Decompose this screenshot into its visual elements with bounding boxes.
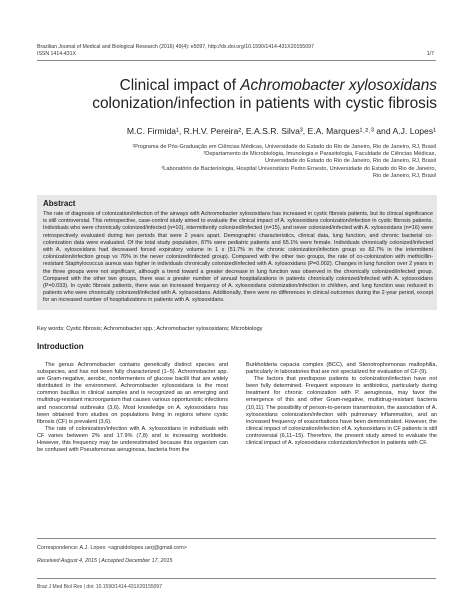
- title-organism: Achromobacter xylosoxidans: [240, 77, 437, 94]
- page-indicator: 1/7: [426, 51, 434, 57]
- right-column: [246, 362, 437, 447]
- footer-divider: [37, 578, 436, 579]
- paragraph: The genus Achromobacter contains genetically distinct species and subspecies, and has not been fully characterized (1–5). Achromobacter spp. are Gram-negative, aerobic, nonfermenters of glucose bacilli that are widely distributed in the environment. Achromobacter xylosoxidans is the most common bacillus in clinical samples and is recognized as an emerging and multidrug-resistant microorganism that causes various opportunistic infections and nosocomial outbreaks (3,6). Most knowledge on A. xylosoxidans has been obtained from studies on populations living in regions where cystic fibrosis (CF) is prevalent (3,6).: [37, 362, 228, 425]
- left-column: [37, 362, 228, 454]
- abstract-heading: Abstract: [43, 199, 76, 208]
- page-footer: Braz J Med Biol Res | doi: 10.1590/1414-431X20155097: [37, 584, 162, 590]
- introduction-heading: Introduction: [37, 342, 84, 351]
- affiliation-line: ¹Programa de Pós-Graduação em Ciências Médicas, Universidade do Estado do Rio de Janeiro, Rio de Janeiro, RJ, Brasil: [132, 144, 436, 150]
- author-list: M.C. Firmida¹, R.H.V. Pereira², E.A.S.R. Silva³, E.A. Marques¹˒²˒³ and A.J. Lopes¹: [126, 126, 436, 136]
- affiliation-line: ³Laboratório de Bacteriologia, Hospital Universitário Pedro Ernesto, Universidade do Estado do Rio de Janeiro,: [161, 165, 436, 172]
- footnote-divider: [37, 538, 436, 539]
- keywords: Key words: Cystic fibrosis; Achromobacter spp.; Achromobacter xylosoxidans; Microbiology: [37, 326, 263, 332]
- affiliation-line: Rio de Janeiro, RJ, Brasil: [372, 172, 436, 179]
- journal-line: Brazilian Journal of Medical and Biological Research (2016) 49(4): e5097, http://dx.doi.org/10.1590/1414-431X20155097: [37, 44, 314, 50]
- header-divider: [37, 60, 436, 61]
- paragraph: The rate of colonization/infection with A. xylosoxidans in individuals with CF varies between 2% and 17.9% (7,8) and is increasing worldwide. However, this frequency may be underestimated because this organism can be confused with Pseudomonas aeruginosa, bacteria from the: [37, 425, 228, 454]
- received-dates: Received August 4, 2015 | Accepted December 17, 2015: [37, 558, 173, 564]
- paragraph: The factors that predispose patients to colonization/infection have not been fully determined. Frequent exposure to antibiotics, particularly during treatment for chronic colonization with P. aeruginosa, may favor the emergence of this and other Gram-negative, multidrug-resistant bacteria (10,11). The possibility of person-to-person transmission, the association of A. xylosoxidans colonization/infection with pulmonary inflammation, and an increased frequency of exacerbations have been demonstrated. However, the clinical impact of colonization/infection of A. xylosoxidans in CF patients is still controversial (6,11–15). Therefore, the present study aimed to evaluate the clinical impact of A. xylosoxidans colonization/infection in patients with CF.: [246, 376, 437, 447]
- paragraph: Burkholderia cepacia complex (BCC), and Stenotrophomonas maltophilia, particularly in laboratories that are not specialized for evaluation of CF (9).: [246, 362, 437, 376]
- issn: ISSN 1414-431X: [37, 51, 76, 57]
- title-part2: colonization/infection in patients with cystic fibrosis: [92, 95, 437, 112]
- title-part1: Clinical impact of: [119, 77, 241, 94]
- affiliation-line: ²Departamento de Microbiologia, Imunologia e Parasitologia, Faculdade de Ciências Médicas,: [203, 151, 436, 158]
- affiliation-line: Universidade do Estado do Rio de Janeiro, Rio de Janeiro, RJ, Brasil: [264, 158, 436, 165]
- paper-title: [37, 77, 437, 113]
- affiliations: [106, 144, 436, 180]
- journal-header: [37, 44, 314, 58]
- abstract-text: The rate of diagnosis of colonization/infection of the airways with Achromobacter xylosoxidans has increased in cystic fibrosis patients, but its clinical significance is still controversial. This retrospective, case-control study aimed to evaluate the clinical impact of A. xylosoxidans colonization/infection in cystic fibrosis patients. Individuals who were chronically colonized/infected (n=10), intermittently colonized/infected (n=15), and never colonized/infected with A. xylosoxidans (n=16) were retrospectively evaluated during two periods that were 2 years apart. Demographic characteristics, clinical data, lung function, and chronic bacterial co-colonization data were evaluated. Of the total study population, 87% were pediatric patients and 65.1% were female. Individuals chronically colonized/infected with A. xylosoxidans had decreased forced expiratory volume in 1 s (51.7% in the chronic colonization/infection group vs 82.7% in the intermittent colonization/infection group vs 76% in the never colonized/infected group). Compared with the other two groups, the rate of co-colonization with methicillin-resistant Staphylococcus aureus was higher in individuals chronically colonized/infected with A. xylosoxidans (P=0.002). Changes in lung function over 2 years in the three groups were not significant, although a trend toward a greater decrease in lung function was observed in the chronically colonized/infected group. Compared with the other two groups, there was a greater number of annual hospitalizations in patients chronically colonized/infected with A. xylosoxidans (P=0.033). In cystic fibrosis patients, there was an increased frequency of A. xylosoxidans colonization/infection in children, and lung function was reduced in patients who were chronically colonized/infected with A. xylosoxidans. Additionally, there were no differences in clinical outcomes during the 2-year period, except for an increased number of hospitalizations in patients with A. xylosoxidans.: [43, 211, 433, 304]
- correspondence: Correspondence: A.J. Lopes: <agnaldolopes.uerj@gmail.com>: [37, 545, 187, 551]
